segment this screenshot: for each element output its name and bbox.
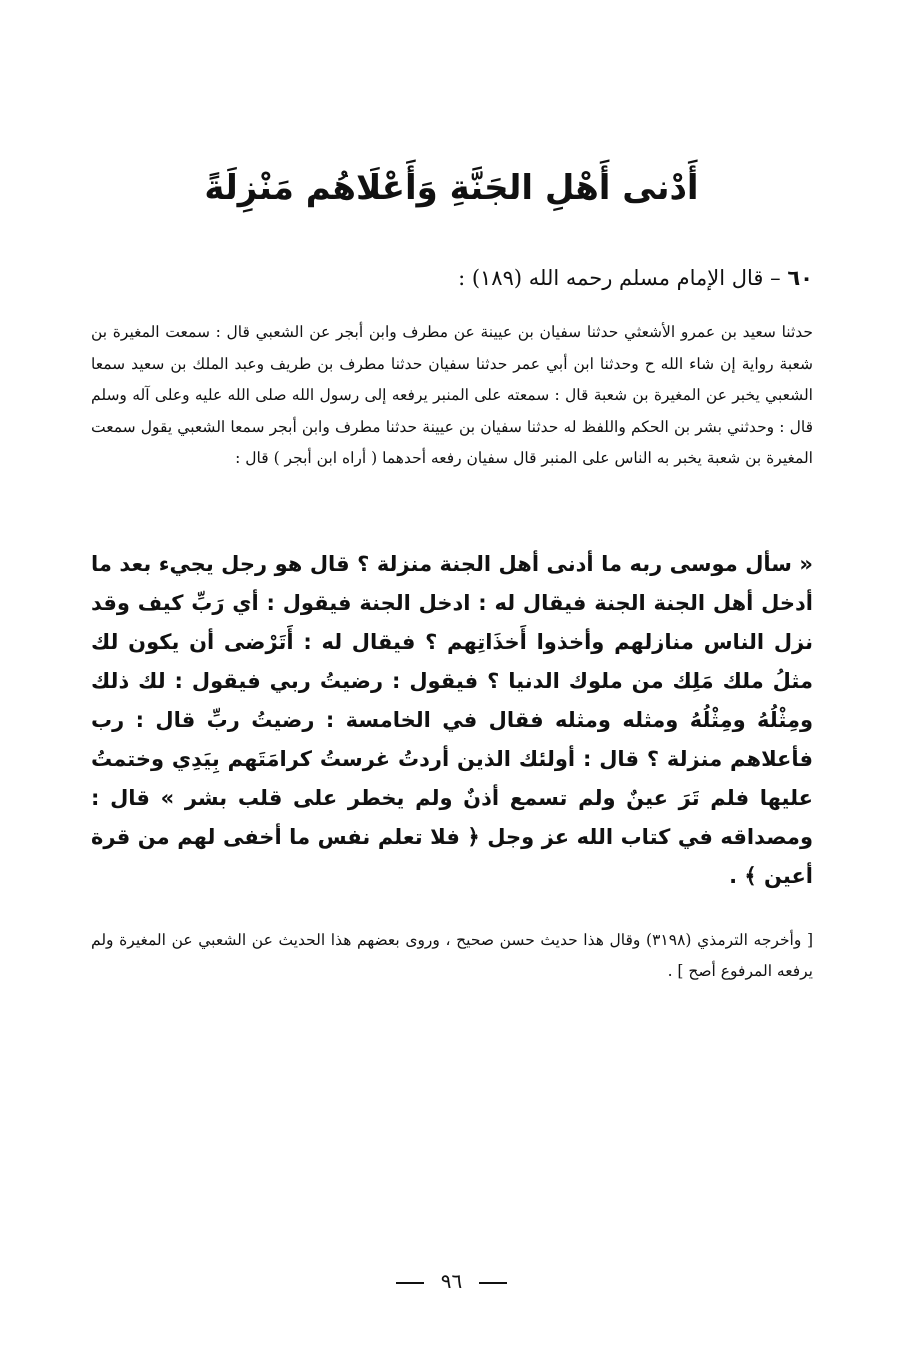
chapter-title: أَدْنى أَهْلِ الجَنَّةِ وَأَعْلَاهُم مَنْزِلَةً: [204, 168, 699, 208]
hadith-heading: [93, 258, 813, 298]
hadith-dash: –: [770, 266, 781, 290]
page-number: ٩٦: [440, 1269, 463, 1293]
matn-paragraph: « سأل موسى ربه ما أدنى أهل الجنة منزلة ؟ قال هو رجل يجيء بعد ما أدخل أهل الجنة الجنة فيقال له : ادخل الجنة فيقول : أي رَبِّ كيف وقد نزل الناس منازلهم وأخذوا أَخذَاتِهم ؟ فيقال له : أَتَرْضى أن يكون لك مثلُ ملك مَلِك من ملوك الدنيا ؟ فيقول : رضيتُ ربي فيقول : لك ذلك ومِثْلُهُ ومِثْلُهُ ومثله ومثله فقال في الخامسة : رضيتُ ربِّ قال : رب فأعلاهم منزلة ؟ قال : أولئك الذين أردتُ غرستُ كرامَتَهم بِيَدِي وختمتُ عليها فلم تَرَ عينٌ ولم تسمع أذنٌ ولم يخطر على قلب بشر » قال : ومصداقه في كتاب الله عز وجل ﴿ فلا تعلم نفس ما أخفى لهم من قرة أعين ﴾ .: [91, 552, 813, 888]
page-number-footer: [0, 1266, 903, 1296]
isnad-paragraph: حدثنا سعيد بن عمرو الأشعثي حدثنا سفيان بن عيينة عن مطرف وابن أبجر عن الشعبي قال : سمعت المغيرة بن شعبة رواية إن شاء الله ح وحدثنا ابن أبي عمر حدثنا سفيان حدثنا مطرف بن طريف وعبد الملك بن سعيد سمعا الشعبي يخبر عن المغيرة بن شعبة قال : سمعته على المنبر يرفعه إلى رسول الله صلى الله عليه وعلى آله وسلم قال : وحدثني بشر بن الحكم واللفظ له حدثنا سفيان بن عيينة حدثنا مطرف وابن أبجر سمعا الشعبي يقول سمعت المغيرة بن شعبة يخبر به الناس على المنبر قال سفيان رفعه أحدهما ( أراه ابن أبجر ) قال :: [91, 323, 813, 467]
page-number-dash-right: [479, 1282, 507, 1284]
hadith-source: قال الإمام مسلم رحمه الله (١٨٩) :: [458, 266, 764, 290]
takhrij-note: [ وأخرجه الترمذي (٣١٩٨) وقال هذا حديث حسن صحيح ، وروى بعضهم هذا الحديث عن الشعبي عن المغيرة ولم يرفعه المرفوع أصح ] .: [91, 931, 813, 980]
page-number-dash-left: [396, 1282, 424, 1284]
hadith-number: ٦٠: [787, 266, 813, 290]
